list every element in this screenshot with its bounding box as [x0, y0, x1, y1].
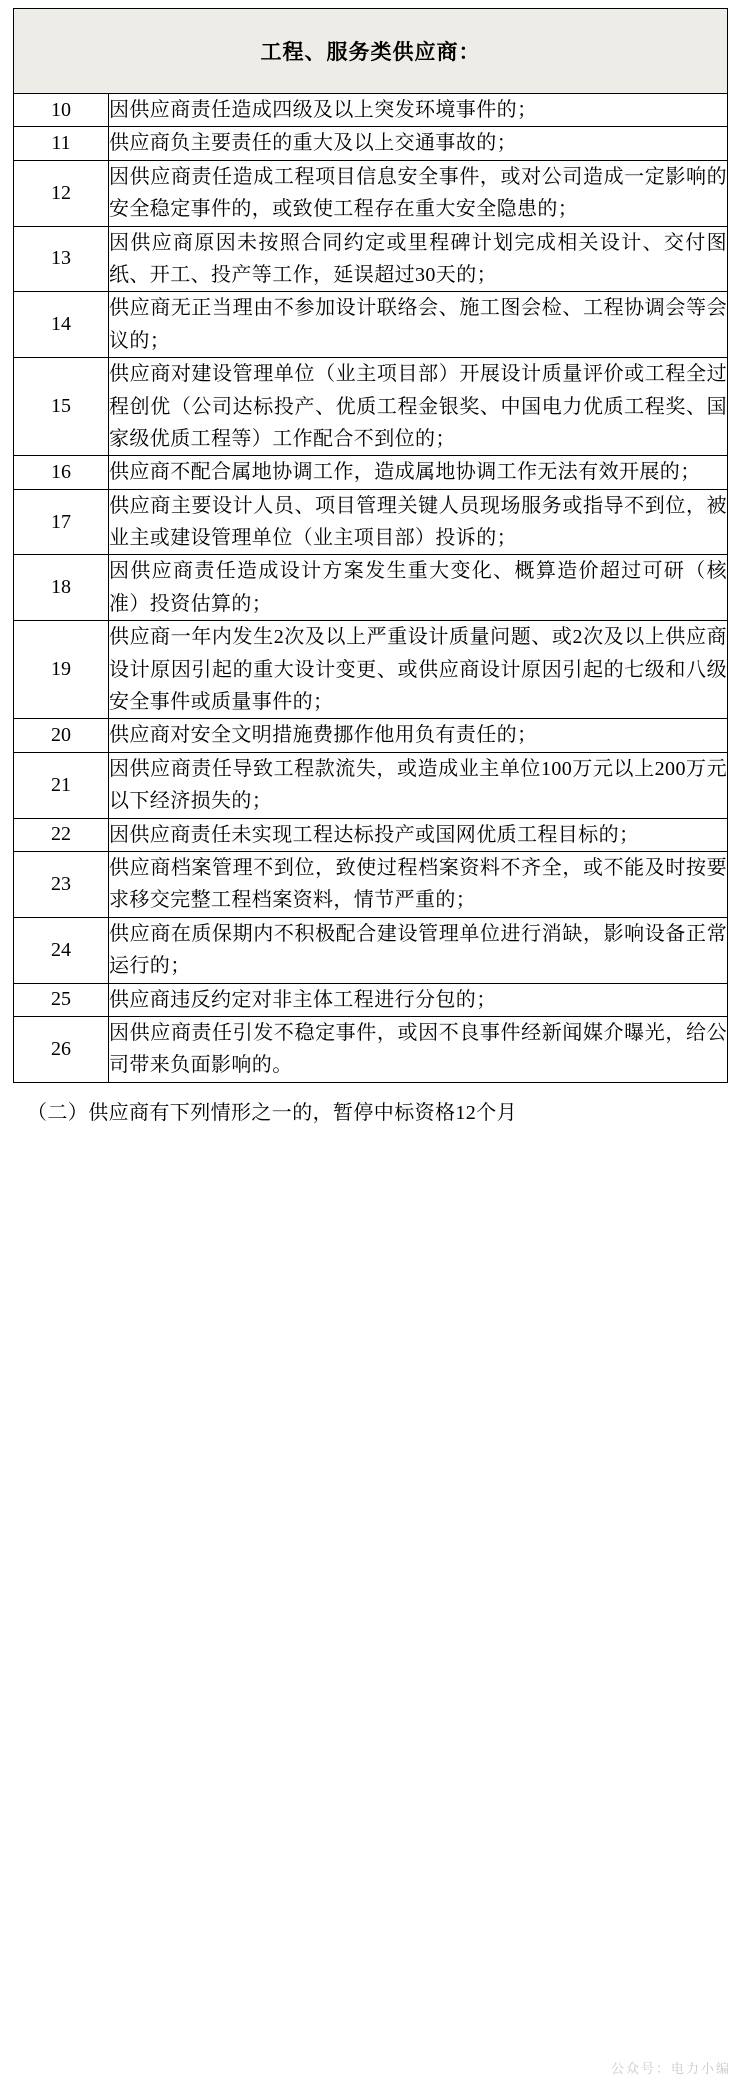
table-header-row: [14, 9, 728, 94]
row-text: 供应商档案管理不到位，致使过程档案资料不齐全，或不能及时按要求移交完整工程档案资料，情节严重的；: [109, 851, 728, 917]
row-number: 15: [14, 358, 109, 456]
row-number: 13: [14, 226, 109, 292]
table-header-title: 工程、服务类供应商：: [14, 9, 728, 94]
row-text: 供应商对安全文明措施费挪作他用负有责任的；: [109, 719, 728, 752]
row-text: 因供应商责任未实现工程达标投产或国网优质工程目标的；: [109, 818, 728, 851]
row-number: 20: [14, 719, 109, 752]
row-number: 11: [14, 127, 109, 160]
row-number: 23: [14, 851, 109, 917]
row-number: 25: [14, 983, 109, 1016]
watermark: 公众号：电力小编: [610, 2061, 731, 2076]
row-number: 21: [14, 752, 109, 818]
row-text: 供应商负主要责任的重大及以上交通事故的；: [109, 127, 728, 160]
row-number: 10: [14, 94, 109, 127]
table-row: [14, 358, 728, 456]
row-text: 因供应商原因未按照合同约定或里程碑计划完成相关设计、交付图纸、开工、投产等工作，延误超过30天的；: [109, 226, 728, 292]
row-number: 16: [14, 456, 109, 489]
supplier-violation-table: [13, 8, 728, 1083]
table-row: [14, 555, 728, 621]
row-text: 供应商主要设计人员、项目管理关键人员现场服务或指导不到位，被业主或建设管理单位（业主项目部）投诉的；: [109, 489, 728, 555]
table-body: [14, 9, 728, 1083]
table-row: [14, 456, 728, 489]
footer-note: （二）供应商有下列情形之一的，暂停中标资格12个月: [27, 1101, 517, 1124]
row-number: 17: [14, 489, 109, 555]
row-text: 因供应商责任造成工程项目信息安全事件，或对公司造成一定影响的安全稳定事件的，或致使工程存在重大安全隐患的；: [109, 160, 728, 226]
row-text: 供应商一年内发生2次及以上严重设计质量问题、或2次及以上供应商设计原因引起的重大设计变更、或供应商设计原因引起的七级和八级安全事件或质量事件的；: [109, 621, 728, 719]
row-number: 14: [14, 292, 109, 358]
row-text: 供应商在质保期内不积极配合建设管理单位进行消缺，影响设备正常运行的；: [109, 917, 728, 983]
row-text: 供应商违反约定对非主体工程进行分包的；: [109, 983, 728, 1016]
document-page: [0, 8, 741, 2083]
table-row: [14, 1016, 728, 1082]
row-text: 供应商不配合属地协调工作，造成属地协调工作无法有效开展的；: [109, 456, 728, 489]
table-row: [14, 94, 728, 127]
row-number: 22: [14, 818, 109, 851]
row-text: 因供应商责任造成设计方案发生重大变化、概算造价超过可研（核准）投资估算的；: [109, 555, 728, 621]
row-number: 19: [14, 621, 109, 719]
row-number: 18: [14, 555, 109, 621]
table-row: [14, 292, 728, 358]
table-row: [14, 160, 728, 226]
row-text: 因供应商责任造成四级及以上突发环境事件的；: [109, 94, 728, 127]
table-row: [14, 752, 728, 818]
table-row: [14, 983, 728, 1016]
table-row: [14, 621, 728, 719]
table-row: [14, 719, 728, 752]
row-number: 26: [14, 1016, 109, 1082]
row-text: 供应商无正当理由不参加设计联络会、施工图会检、工程协调会等会议的；: [109, 292, 728, 358]
table-row: [14, 489, 728, 555]
row-text: 因供应商责任引发不稳定事件，或因不良事件经新闻媒介曝光，给公司带来负面影响的。: [109, 1016, 728, 1082]
table-row: [14, 226, 728, 292]
row-text: 因供应商责任导致工程款流失，或造成业主单位100万元以上200万元以下经济损失的；: [109, 752, 728, 818]
table-row: [14, 818, 728, 851]
table-row: [14, 851, 728, 917]
row-text: 供应商对建设管理单位（业主项目部）开展设计质量评价或工程全过程创优（公司达标投产、优质工程金银奖、中国电力优质工程奖、国家级优质工程等）工作配合不到位的；: [109, 358, 728, 456]
table-row: [14, 127, 728, 160]
table-row: [14, 917, 728, 983]
row-number: 12: [14, 160, 109, 226]
row-number: 24: [14, 917, 109, 983]
